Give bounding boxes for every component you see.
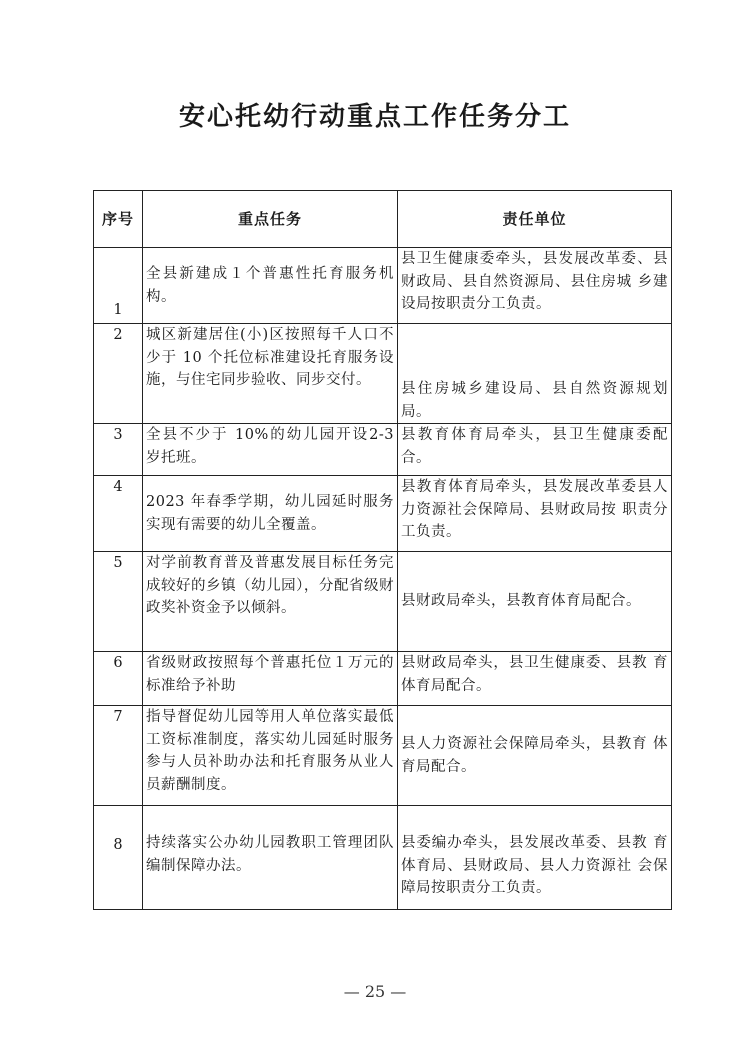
row-unit: 县财政局牵头，县卫生健康委、县教 育体育局配合。: [398, 652, 672, 706]
header-unit: 责任单位: [398, 191, 672, 248]
table-row: [94, 424, 672, 476]
row-task: 2023 年春季学期，幼儿园延时服务 实现有需要的幼儿全覆盖。: [143, 476, 398, 552]
row-unit: 县卫生健康委牵头，县发展改革委、县财政局、县自然资源局、县住房城 乡建设局按职责分工负责。: [398, 248, 672, 324]
table-row: [94, 476, 672, 552]
row-number: 8: [94, 806, 143, 910]
row-number: 7: [94, 706, 143, 806]
row-number: 2: [94, 324, 143, 424]
row-task: 省级财政按照每个普惠托位１万元的标准给予补助: [143, 652, 398, 706]
row-number: 1: [94, 248, 143, 324]
row-number: 3: [94, 424, 143, 476]
row-task: 全县新建成１个普惠性托育服务机构。: [143, 248, 398, 324]
row-task: 城区新建居住(小)区按照每千人口不少于 10 个托位标准建设托育服务设施，与住宅同步验收、同步交付。: [143, 324, 398, 424]
table-row: [94, 552, 672, 652]
row-unit: 县委编办牵头，县发展改革委、县教 育体育局、县财政局、县人力资源社 会保障局按职责分工负责。: [398, 806, 672, 910]
table-row: [94, 706, 672, 806]
page-number: — 25 —: [343, 982, 407, 1001]
row-unit: 县人力资源社会保障局牵头，县教育 体育局配合。: [398, 706, 672, 806]
table-header-row: [94, 191, 672, 248]
row-unit: 县财政局牵头，县教育体育局配合。: [398, 552, 672, 652]
row-task: 指导督促幼儿园等用人单位落实最低工资标准制度，落实幼儿园延时服务参与人员补助办法和托育服务从业人员薪酬制度。: [143, 706, 398, 806]
header-num: 序号: [94, 191, 143, 248]
table-row: [94, 652, 672, 706]
task-table: [93, 190, 672, 910]
row-task: 全县不少于 10%的幼儿园开设2-3 岁托班。: [143, 424, 398, 476]
row-task: 持续落实公办幼儿园教职工管理团队编制保障办法。: [143, 806, 398, 910]
row-number: 5: [94, 552, 143, 652]
table-row: [94, 806, 672, 910]
row-task: 对学前教育普及普惠发展目标任务完成较好的乡镇（幼儿园），分配省级财政奖补资金予以倾斜。: [143, 552, 398, 652]
row-number: 6: [94, 652, 143, 706]
row-unit: 县教育体育局牵头，县卫生健康委配合。: [398, 424, 672, 476]
page-title: 安心托幼行动重点工作任务分工: [178, 102, 571, 132]
row-unit: 县教育体育局牵头，县发展改革委县人力资源社会保障局、县财政局按 职责分工负责。: [398, 476, 672, 552]
table-row: [94, 248, 672, 324]
header-task: 重点任务: [143, 191, 398, 248]
table-row: [94, 324, 672, 424]
row-unit: 县住房城乡建设局、县自然资源规划局。: [398, 324, 672, 424]
row-number: 4: [94, 476, 143, 552]
